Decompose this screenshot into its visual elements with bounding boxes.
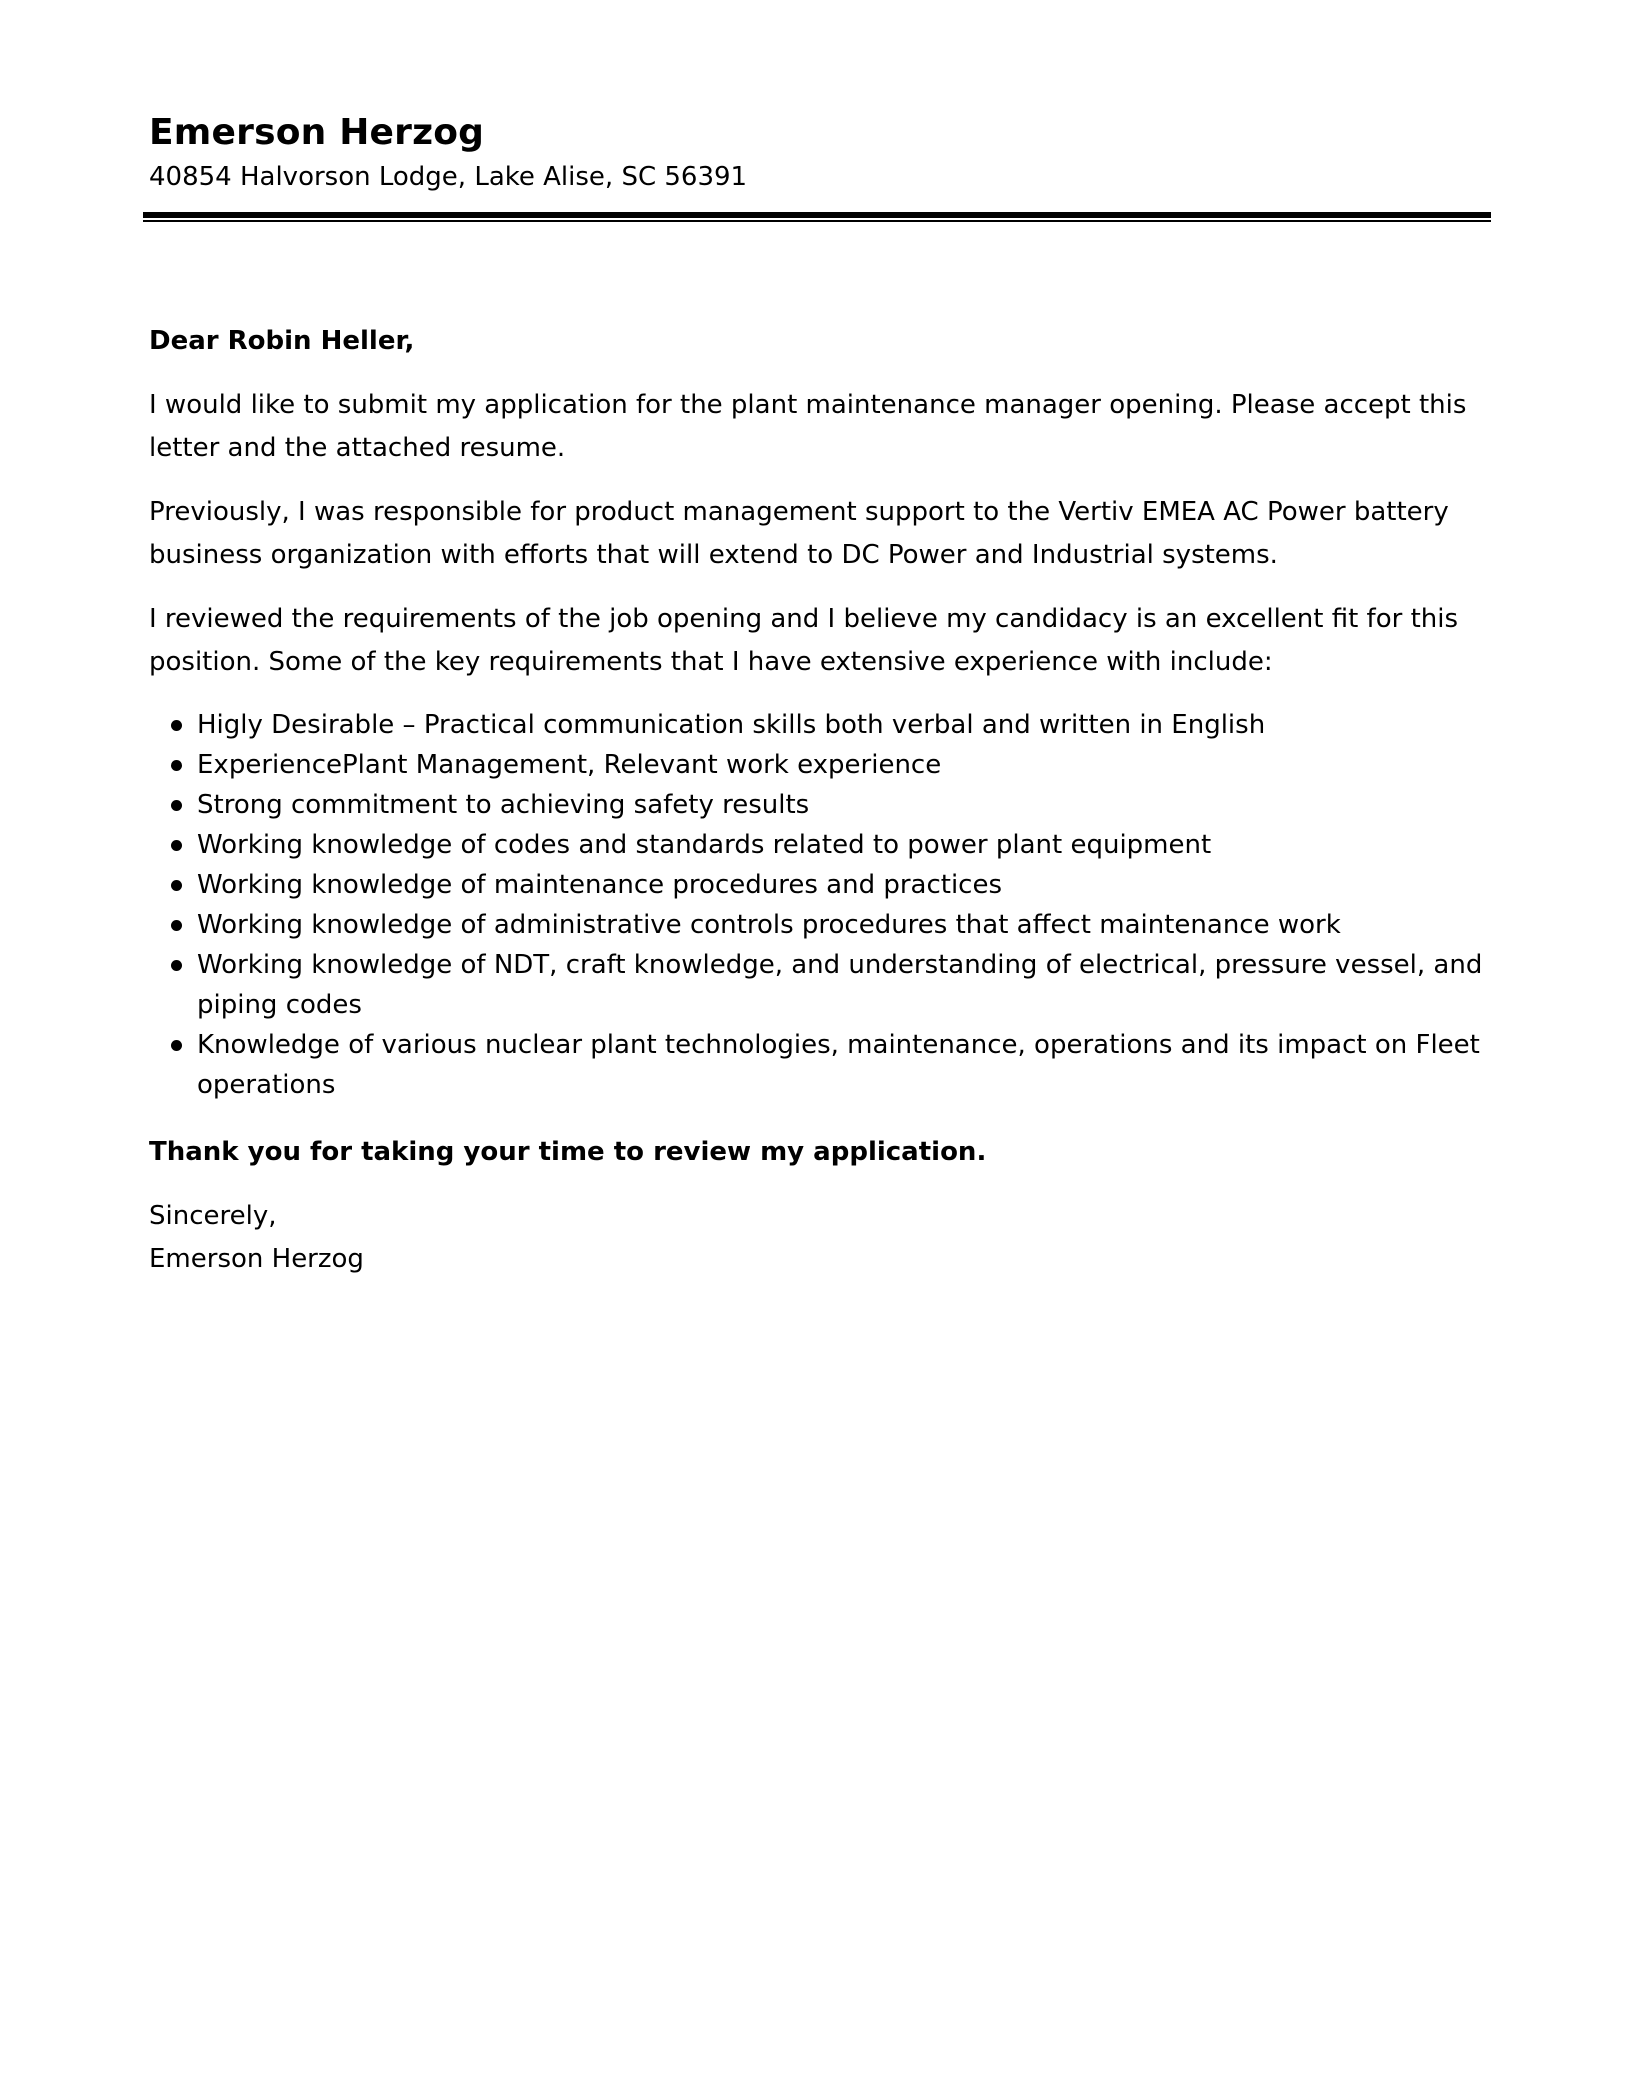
list-item — [149, 1025, 1489, 1105]
list-item-text: ExperiencePlant Management, Relevant work experience — [197, 750, 942, 780]
signature-name: Emerson Herzog — [149, 1244, 364, 1274]
list-item-text: Working knowledge of maintenance procedures and practices — [197, 870, 1003, 900]
sender-address: 40854 Halvorson Lodge, Lake Alise, SC 56391 — [149, 162, 748, 192]
list-item — [149, 745, 1489, 785]
list-item — [149, 705, 1489, 745]
salutation: Dear Robin Heller, — [149, 326, 415, 356]
sender-name: Emerson Herzog — [149, 112, 485, 153]
letter-header — [149, 108, 1489, 196]
bullet-icon — [171, 720, 182, 731]
bullet-icon — [171, 880, 182, 891]
list-item — [149, 905, 1489, 945]
letter-body — [149, 320, 1489, 1281]
list-item-text: Strong commitment to achieving safety results — [197, 790, 810, 820]
bullet-icon — [171, 920, 182, 931]
header-divider-thick-line — [143, 212, 1491, 218]
list-item-text: Working knowledge of codes and standards related to power plant equipment — [197, 830, 1212, 860]
list-item — [149, 865, 1489, 905]
list-item-text: Knowledge of various nuclear plant technologies, maintenance, operations and its impact on Fleet operations — [197, 1030, 1480, 1100]
list-item-text: Working knowledge of NDT, craft knowledge, and understanding of electrical, pressure vessel, and piping codes — [197, 950, 1483, 1020]
header-divider — [143, 212, 1491, 223]
header-divider-thin-line — [143, 220, 1491, 222]
closing-line: Thank you for taking your time to review my application. — [149, 1137, 987, 1167]
list-item — [149, 785, 1489, 825]
paragraph-intro: I would like to submit my application for the plant maintenance manager opening. Please accept this letter and the attached resume. — [149, 390, 1467, 463]
bullet-icon — [171, 760, 182, 771]
signoff: Sincerely, — [149, 1201, 277, 1231]
list-item — [149, 825, 1489, 865]
requirements-list — [149, 705, 1489, 1105]
bullet-icon — [171, 1040, 182, 1051]
list-item — [149, 945, 1489, 1025]
bullet-icon — [171, 960, 182, 971]
list-item-text: Higly Desirable – Practical communication skills both verbal and written in English — [197, 710, 1266, 740]
bullet-icon — [171, 840, 182, 851]
list-item-text: Working knowledge of administrative controls procedures that affect maintenance work — [197, 910, 1341, 940]
paragraph-requirements-intro: I reviewed the requirements of the job opening and I believe my candidacy is an excellent fit for this position. Some of the key requirements that I have extensive experience with include: — [149, 604, 1459, 677]
paragraph-experience: Previously, I was responsible for product management support to the Vertiv EMEA AC Power battery business organization with efforts that will extend to DC Power and Industrial systems. — [149, 497, 1449, 570]
bullet-icon — [171, 800, 182, 811]
